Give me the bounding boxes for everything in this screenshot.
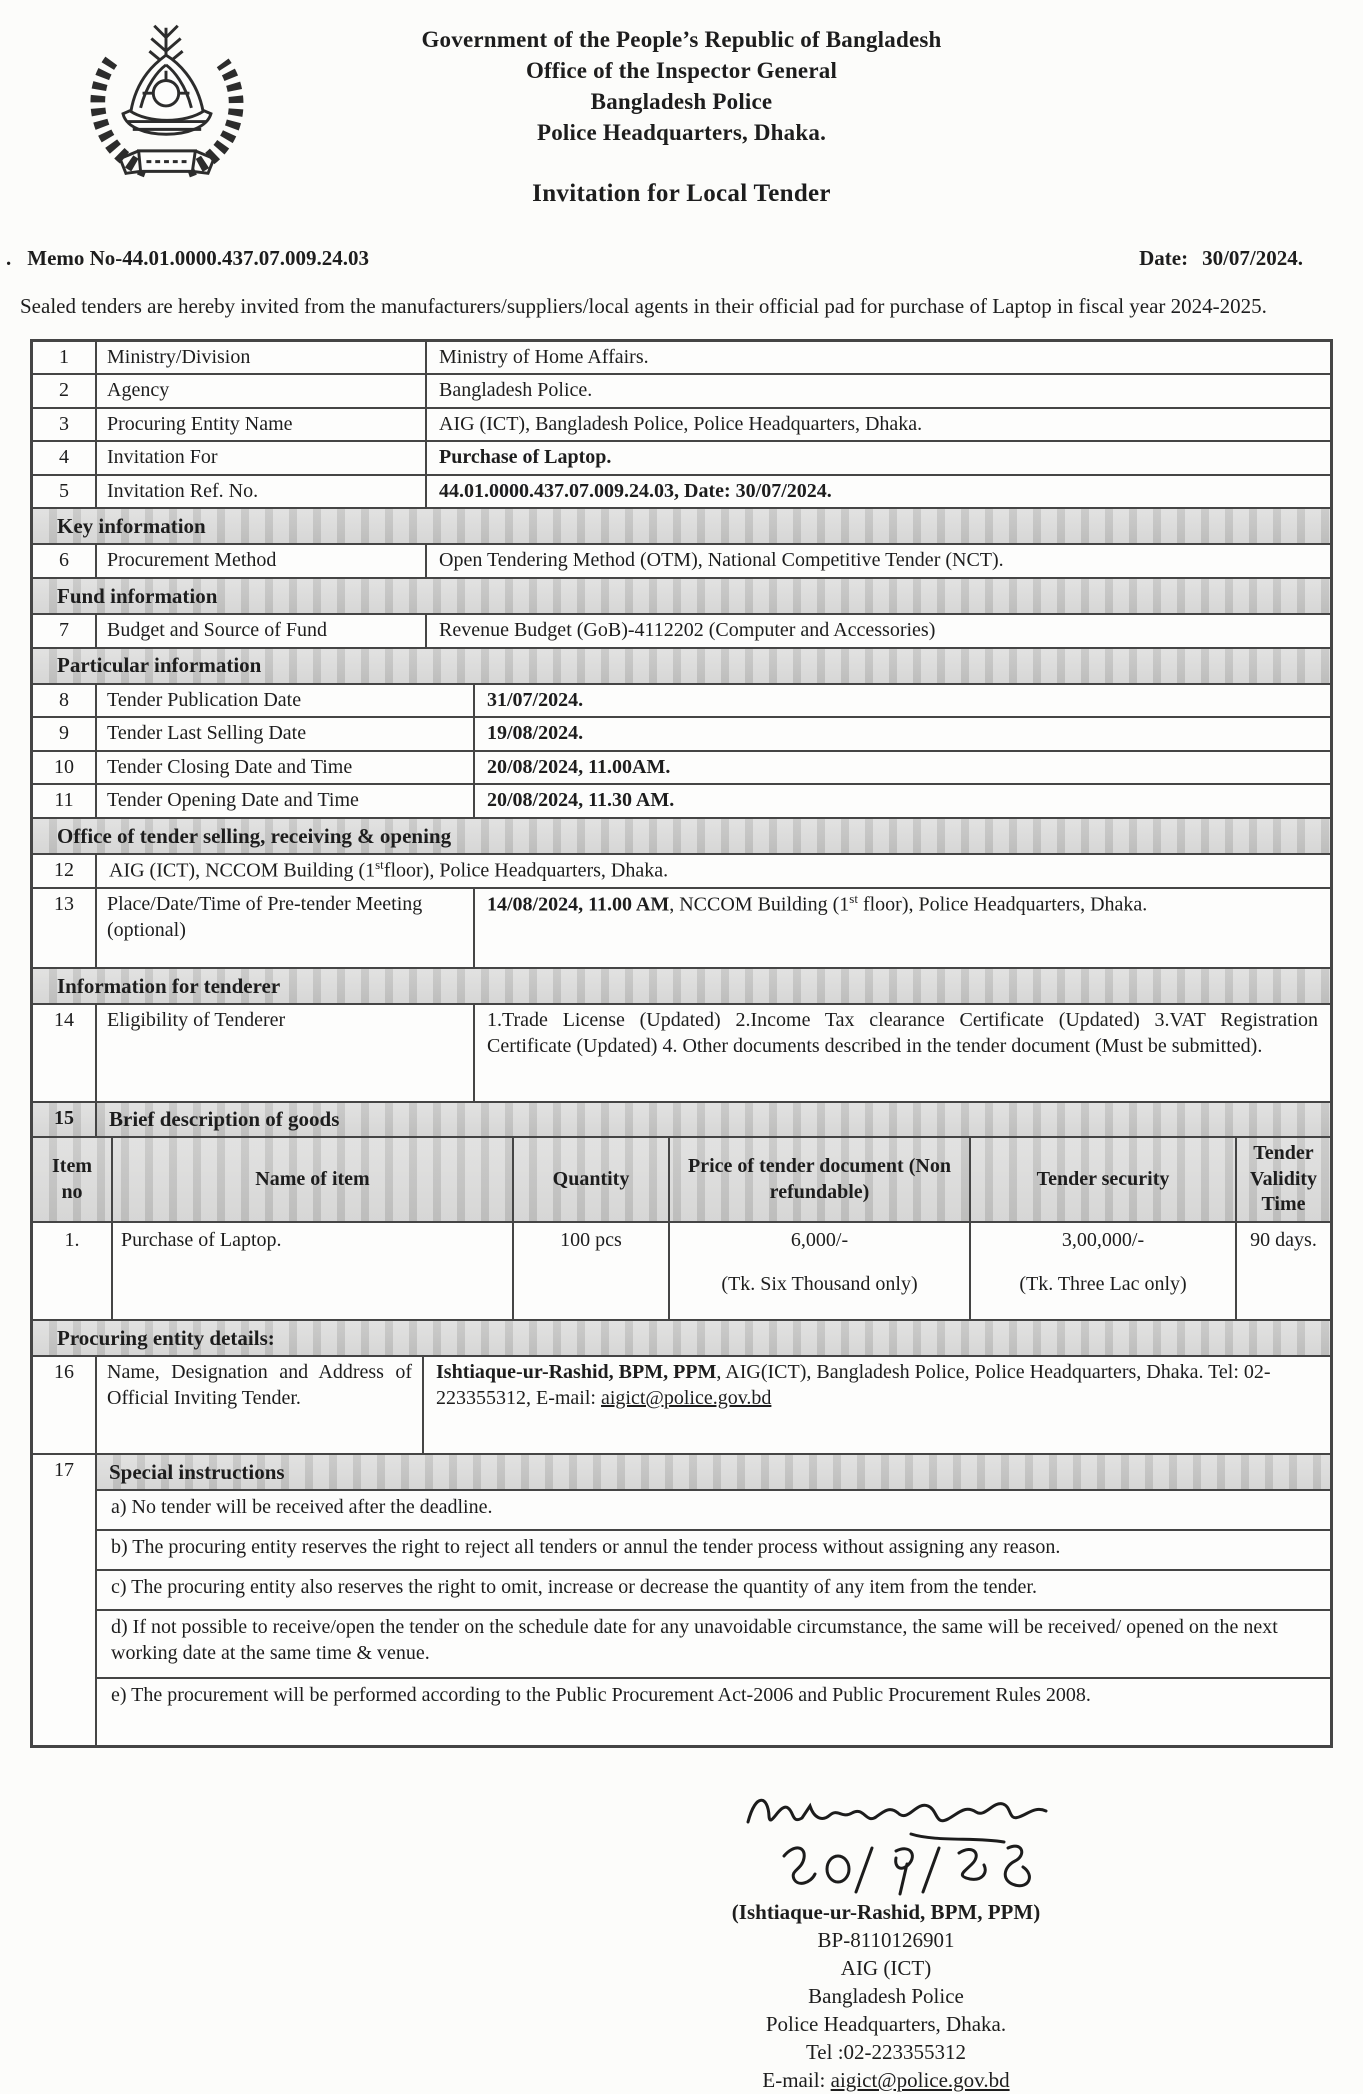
signature-block [586,1782,1186,2094]
row-label: Procuring Entity Name [97,409,427,441]
table-row-2 [33,373,1330,407]
signatory-organization: Bangladesh Police [808,1983,964,2008]
row-label: Invitation Ref. No. [97,476,427,508]
table-row-12 [33,853,1330,887]
handwritten-signature-icon [656,1782,1116,1900]
special-instruction-a: a) No tender will be received after the deadline. [97,1489,1330,1529]
row-value: AIG (ICT), NCCOM Building (1stfloor), Police Headquarters, Dhaka. [109,857,669,882]
row-no: 4 [33,442,97,474]
table-row-1 [33,342,1330,374]
table-row-17 [33,1453,1330,1745]
row-no: 15 [33,1103,97,1136]
bangladesh-police-emblem-icon [68,16,264,188]
table-row-5 [33,474,1330,508]
row-label: Tender Closing Date and Time [97,752,475,784]
signatory-address: Police Headquarters, Dhaka. [765,2011,1007,2036]
table-row-9 [33,716,1330,750]
row-value: 1.Trade License (Updated) 2.Income Tax clearance Certificate (Updated) 3.VAT Registration Certificate (Updated) 4. Other documents described in the tender document (Must be submitted). [487,1009,1318,1057]
email-link[interactable]: aigict@police.gov.bd [830,2067,1010,2092]
row-no: 5 [33,476,97,508]
section-header-special-instructions: Special instructions [97,1455,1330,1489]
table-row-10 [33,750,1330,784]
goods-col-header-quantity: Quantity [514,1138,670,1221]
row-label: Tender Last Selling Date [97,718,475,750]
document-title: Invitation for Local Tender [532,180,831,207]
signatory-bp-number: BP-8110126901 [817,1927,955,1952]
table-row-15-section [33,1101,1330,1136]
table-row-11 [33,783,1330,817]
section-header-office-of-tender: Office of tender selling, receiving & opening [33,817,1330,853]
row-value: 31/07/2024. [487,688,584,711]
row-label: Ministry/Division [97,342,427,374]
row-no: 10 [33,752,97,784]
row-no: 16 [33,1357,97,1453]
row-no: 14 [33,1005,97,1101]
section-header-procuring-entity-details: Procuring entity details: [33,1319,1330,1355]
section-header-fund-information: Fund information [33,577,1330,613]
signatory-designation: AIG (ICT) [840,1955,932,1980]
row-value: Purchase of Laptop. [439,446,612,469]
row-no: 6 [33,545,97,577]
row-no: 8 [33,685,97,717]
price-in-words: (Tk. Six Thousand only) [721,1272,918,1295]
row-no: 9 [33,718,97,750]
row-label: Eligibility of Tenderer [97,1005,475,1101]
goods-item-price: 6,000/- (Tk. Six Thousand only) [670,1223,971,1319]
table-row-14 [33,1003,1330,1101]
row-label: Agency [97,375,427,407]
special-instruction-c: c) The procuring entity also reserves the right to omit, increase or decrease the quantity of any item from the tender. [97,1569,1330,1609]
table-row-7 [33,613,1330,647]
special-instruction-b: b) The procuring entity reserves the right to reject all tenders or annul the tender process without assigning any reason. [97,1529,1330,1569]
row-label: Name, Designation and Address of Official Inviting Tender. [97,1357,424,1453]
signatory-telephone: Tel :02-223355312 [805,2039,967,2064]
superscript-st: st [849,891,858,907]
goods-item-security: 3,00,000/- (Tk. Three Lac only) [971,1223,1237,1319]
signatory-email-line: E-mail: aigict@police.gov.bd [762,2067,1010,2092]
tender-info-table [30,339,1333,1748]
superscript-st: st [375,857,384,873]
row-no: 7 [33,615,97,647]
org-line-1: Government of the People’s Republic of Bangladesh [421,27,942,52]
memo-prefix-dot: . [6,246,12,270]
goods-col-header-name: Name of item [113,1138,514,1221]
row-no: 11 [33,785,97,817]
row-label: Tender Opening Date and Time [97,785,475,817]
row-value: Ishtiaque-ur-Rashid, BPM, PPM, AIG(ICT), Bangladesh Police, Police Headquarters, Dhaka. Tel: 02-223355312, E-mail: aigict@police.gov.bd [436,1360,1271,1409]
special-instruction-d: d) If not possible to receive/open the tender on the schedule date for any unavoidable circumstance, the same will be received/ opened on the next working date at the same time & venue. [97,1609,1330,1677]
org-line-2: Office of the Inspector General [525,58,838,83]
row-no: 3 [33,409,97,441]
goods-item-no: 1. [33,1223,113,1319]
table-row-8 [33,683,1330,717]
row-value: Bangladesh Police. [439,379,593,402]
goods-item-validity: 90 days. [1250,1228,1317,1251]
goods-col-header-validity: Tender Validity Time [1249,1142,1318,1216]
goods-item-name: Purchase of Laptop. [113,1223,514,1319]
row-value: 20/08/2024, 11.00AM. [487,755,671,778]
section-header-particular-information: Particular information [33,647,1330,683]
goods-table-header-row [33,1136,1330,1221]
goods-table-data-row [33,1221,1330,1319]
table-row-13 [33,887,1330,967]
row-value: Open Tendering Method (OTM), National Competitive Tender (NCT). [439,549,1004,572]
section-header-key-information: Key information [33,507,1330,543]
table-row-4 [33,440,1330,474]
table-row-16 [33,1355,1330,1453]
row-value: 44.01.0000.437.07.009.24.03, Date: 30/07/2024. [439,479,832,502]
goods-item-quantity: 100 pcs [514,1223,670,1319]
row-value: Revenue Budget (GoB)-4112202 (Computer and Accessories) [439,619,936,642]
row-no: 1 [33,342,97,374]
memo-number: Memo No-44.01.0000.437.07.009.24.03 [27,246,370,270]
intro-paragraph: Sealed tenders are hereby invited from the manufacturers/suppliers/local agents in their official pad for purchase of Laptop in fiscal year 2024-2025. [20,294,1267,318]
row-label: Tender Publication Date [97,685,475,717]
section-header-information-for-tenderer: Information for tenderer [33,967,1330,1003]
table-row-3 [33,407,1330,441]
org-line-3: Bangladesh Police [590,89,773,114]
date-value: 30/07/2024. [1202,246,1303,270]
row-label: Budget and Source of Fund [97,615,427,647]
row-value: 20/08/2024, 11.30 AM. [487,789,675,812]
table-row-6 [33,543,1330,577]
row-value: 19/08/2024. [487,722,584,745]
goods-col-header-item-no: Item no [33,1138,113,1221]
section-header-brief-description: Brief description of goods [109,1107,340,1132]
security-in-words: (Tk. Three Lac only) [1019,1272,1187,1295]
row-value: AIG (ICT), Bangladesh Police, Police Headquarters, Dhaka. [439,412,923,435]
row-label: Invitation For [97,442,427,474]
signatory-name: (Ishtiaque-ur-Rashid, BPM, PPM) [731,1899,1041,1924]
goods-col-header-price: Price of tender document (Non refundable) [670,1138,971,1221]
date-label: Date: [1139,246,1189,270]
memo-line [6,246,1337,271]
row-no: 13 [33,889,97,967]
email-link[interactable]: aigict@police.gov.bd [600,1386,772,1409]
row-no: 17 [33,1455,97,1745]
goods-col-header-security: Tender security [971,1138,1237,1221]
row-value: 14/08/2024, 11.00 AM, NCCOM Building (1st floor), Police Headquarters, Dhaka. [487,891,1148,916]
special-instruction-e: e) The procurement will be performed according to the Public Procurement Act-2006 and Public Procurement Rules 2008. [97,1677,1330,1745]
row-no: 12 [33,855,97,887]
org-line-4: Police Headquarters, Dhaka. [536,120,827,145]
row-label: Place/Date/Time of Pre-tender Meeting (optional) [97,889,475,967]
row-no: 2 [33,375,97,407]
row-label: Procurement Method [97,545,427,577]
row-value: Ministry of Home Affairs. [439,345,649,368]
